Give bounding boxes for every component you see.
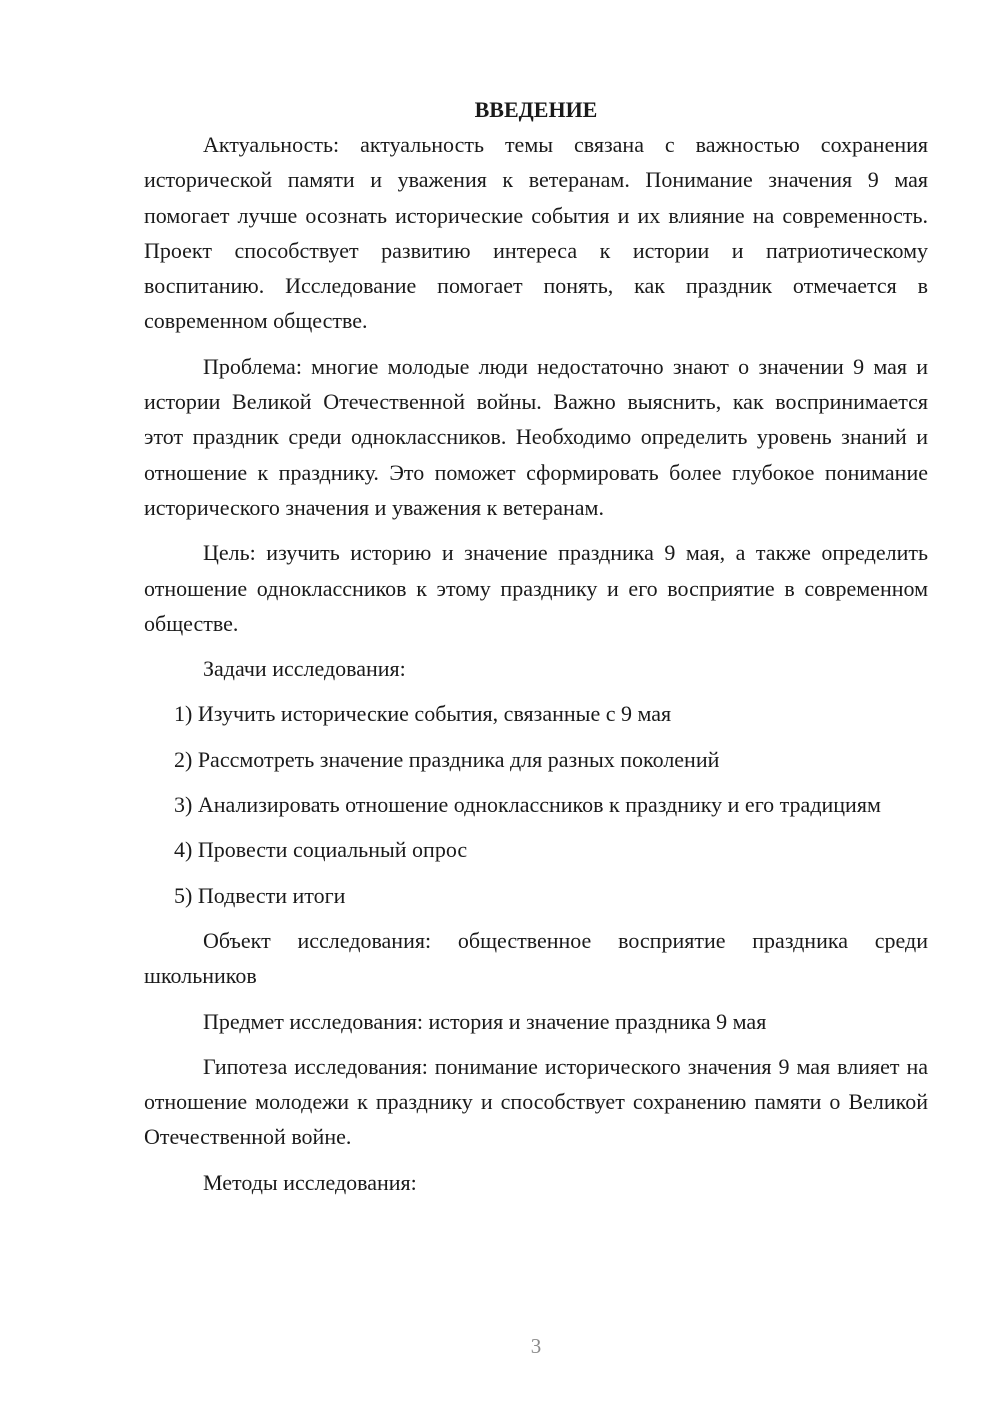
tasks-heading: Задачи исследования: (203, 656, 406, 682)
subject-paragraph: Предмет исследования: история и значение праздника 9 мая (203, 1008, 767, 1034)
page-number: 3 (530, 1334, 542, 1358)
object-paragraph: Объект исследования: общественное восприятие праздника среди школьников (144, 927, 928, 989)
task-item: 1) Изучить исторические события, связанные с 9 мая (174, 701, 672, 727)
relevance-paragraph: Актуальность: актуальность темы связана с важностью сохранения исторической памяти и уважения к ветеранам. Понимание значения 9 мая помогает лучше осознать исторические события и их влияние на современность. Проект способствует развитию интереса к истории и патриотическому воспитанию. Исследование помогает понять, как праздник отмечается в современном обществе. (144, 132, 928, 334)
task-item: 2) Рассмотреть значение праздника для разных поколений (174, 746, 720, 772)
hypothesis-paragraph: Гипотеза исследования: понимание исторического значения 9 мая влияет на отношение молодежи к празднику и способствует сохранению памяти о Великой Отечественной войне. (144, 1053, 928, 1150)
task-item: 4) Провести социальный опрос (174, 837, 468, 863)
methods-heading: Методы исследования: (203, 1169, 417, 1195)
problem-paragraph: Проблема: многие молодые люди недостаточно знают о значении 9 мая и истории Великой Отечественной войны. Важно выяснить, как воспринимается этот праздник среди одноклассников. Необходимо определить уровень знаний и отношение к празднику. Это поможет сформировать более глубокое понимание исторического значения и уважения к ветеранам. (144, 353, 928, 520)
task-item: 3) Анализировать отношение одноклассников к празднику и его традициям (174, 792, 881, 818)
section-heading: ВВЕДЕНИЕ (474, 97, 598, 122)
document-page (144, 92, 928, 1210)
task-item: 5) Подвести итоги (174, 882, 346, 908)
goal-paragraph: Цель: изучить историю и значение праздника 9 мая, а также определить отношение одноклассников к этому празднику и его восприятие в современном обществе. (144, 540, 928, 636)
